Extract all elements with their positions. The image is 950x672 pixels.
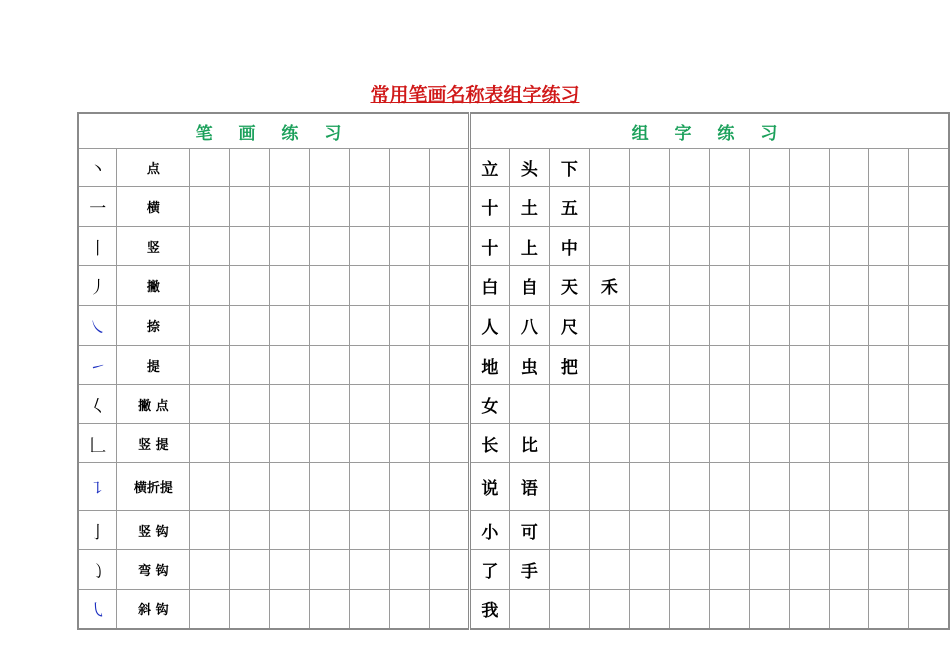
word-practice-cell[interactable] — [669, 306, 709, 346]
example-character[interactable]: 虫 — [509, 346, 549, 385]
word-practice-cell[interactable] — [629, 227, 669, 266]
practice-row — [78, 511, 949, 550]
word-practice-cell[interactable] — [629, 306, 669, 346]
stroke-practice-cell[interactable] — [350, 590, 390, 629]
stroke-practice-cell[interactable] — [230, 511, 270, 550]
word-practice-cell[interactable] — [589, 463, 629, 511]
word-practice-cell[interactable] — [549, 550, 589, 590]
stroke-practice-cell[interactable] — [390, 550, 430, 590]
word-practice-cell[interactable] — [589, 385, 629, 424]
stroke-practice-cell[interactable] — [430, 266, 470, 306]
word-practice-cell[interactable] — [909, 187, 949, 227]
word-practice-cell[interactable] — [909, 227, 949, 266]
stroke-practice-cell[interactable] — [230, 590, 270, 629]
word-practice-cell[interactable] — [749, 149, 789, 187]
word-practice-cell[interactable] — [909, 550, 949, 590]
stroke-name: 横折提 — [117, 463, 190, 511]
word-practice-cell[interactable] — [749, 187, 789, 227]
word-practice-cell[interactable] — [869, 463, 909, 511]
example-character[interactable]: 女 — [469, 385, 509, 424]
word-practice-cell[interactable] — [789, 266, 829, 306]
stroke-practice-cell[interactable] — [310, 149, 350, 187]
word-practice-cell[interactable] — [589, 306, 629, 346]
word-practice-cell[interactable] — [829, 266, 869, 306]
example-character[interactable]: 八 — [509, 306, 549, 346]
stroke-practice-cell[interactable] — [390, 424, 430, 463]
stroke-practice-cell[interactable] — [310, 511, 350, 550]
example-character[interactable]: 天 — [549, 266, 589, 306]
stroke-practice-cell[interactable] — [390, 463, 430, 511]
stroke-practice-cell[interactable] — [430, 511, 470, 550]
example-character[interactable]: 土 — [509, 187, 549, 227]
stroke-practice-cell[interactable] — [430, 227, 470, 266]
stroke-practice-cell[interactable] — [230, 227, 270, 266]
practice-row — [78, 149, 949, 187]
word-practice-cell[interactable] — [909, 424, 949, 463]
word-practice-cell[interactable] — [789, 385, 829, 424]
page-title: 常用笔画名称表组字练习 — [370, 84, 580, 106]
word-practice-cell[interactable] — [749, 511, 789, 550]
word-practice-cell[interactable] — [669, 187, 709, 227]
example-character[interactable]: 长 — [469, 424, 509, 463]
stroke-practice-cell[interactable] — [350, 227, 390, 266]
example-character[interactable]: 五 — [549, 187, 589, 227]
word-practice-cell[interactable] — [789, 187, 829, 227]
word-practice-cell[interactable] — [749, 306, 789, 346]
word-practice-cell[interactable] — [789, 306, 829, 346]
stroke-glyph: ㇊ — [78, 463, 117, 511]
example-character[interactable]: 语 — [509, 463, 549, 511]
word-practice-cell[interactable] — [669, 346, 709, 385]
practice-row — [78, 463, 949, 511]
word-practice-cell[interactable] — [749, 385, 789, 424]
stroke-practice-cell[interactable] — [310, 424, 350, 463]
word-practice-cell[interactable] — [869, 187, 909, 227]
word-practice-cell[interactable] — [629, 346, 669, 385]
stroke-practice-cell[interactable] — [190, 187, 230, 227]
word-practice-cell[interactable] — [589, 424, 629, 463]
word-practice-cell[interactable] — [629, 511, 669, 550]
word-practice-cell[interactable] — [629, 385, 669, 424]
word-practice-cell[interactable] — [589, 346, 629, 385]
stroke-practice-cell[interactable] — [190, 346, 230, 385]
word-practice-cell[interactable] — [509, 385, 549, 424]
word-practice-cell[interactable] — [589, 511, 629, 550]
stroke-name: 弯 钩 — [117, 550, 190, 590]
stroke-practice-cell[interactable] — [350, 346, 390, 385]
word-practice-cell[interactable] — [629, 590, 669, 629]
stroke-practice-cell[interactable] — [270, 385, 310, 424]
stroke-glyph: ㇀ — [78, 346, 117, 385]
stroke-practice-cell[interactable] — [190, 385, 230, 424]
example-character[interactable]: 我 — [469, 590, 509, 629]
word-practice-cell[interactable] — [669, 385, 709, 424]
example-character[interactable]: 禾 — [589, 266, 629, 306]
word-practice-cell[interactable] — [709, 149, 749, 187]
word-practice-cell[interactable] — [749, 227, 789, 266]
word-practice-cell[interactable] — [829, 463, 869, 511]
example-character[interactable]: 手 — [509, 550, 549, 590]
word-practice-cell[interactable] — [509, 590, 549, 629]
practice-row — [78, 187, 949, 227]
word-practice-cell[interactable] — [789, 550, 829, 590]
word-practice-cell[interactable] — [549, 511, 589, 550]
example-character[interactable]: 立 — [469, 149, 509, 187]
word-practice-cell[interactable] — [789, 346, 829, 385]
stroke-practice-cell[interactable] — [270, 227, 310, 266]
stroke-practice-cell[interactable] — [430, 590, 470, 629]
word-practice-cell[interactable] — [549, 590, 589, 629]
word-practice-cell[interactable] — [869, 346, 909, 385]
word-practice-cell[interactable] — [869, 149, 909, 187]
stroke-name: 捺 — [117, 306, 190, 346]
word-practice-cell[interactable] — [749, 424, 789, 463]
stroke-practice-cell[interactable] — [390, 511, 430, 550]
stroke-glyph: 一 — [78, 187, 117, 227]
stroke-glyph: ㇂ — [78, 590, 117, 629]
stroke-practice-cell[interactable] — [350, 266, 390, 306]
stroke-practice-cell[interactable] — [230, 346, 270, 385]
stroke-practice-cell[interactable] — [350, 306, 390, 346]
example-character[interactable]: 小 — [469, 511, 509, 550]
stroke-practice-cell[interactable] — [270, 149, 310, 187]
practice-row — [78, 550, 949, 590]
word-practice-cell[interactable] — [589, 187, 629, 227]
stroke-practice-cell[interactable] — [190, 266, 230, 306]
word-practice-cell[interactable] — [789, 227, 829, 266]
stroke-practice-cell[interactable] — [310, 346, 350, 385]
example-character[interactable]: 了 — [469, 550, 509, 590]
word-practice-cell[interactable] — [749, 550, 789, 590]
stroke-practice-cell[interactable] — [390, 149, 430, 187]
stroke-practice-cell[interactable] — [430, 385, 470, 424]
example-character[interactable]: 把 — [549, 346, 589, 385]
example-character[interactable]: 白 — [469, 266, 509, 306]
stroke-practice-cell[interactable] — [270, 306, 310, 346]
practice-row — [78, 385, 949, 424]
practice-table — [77, 112, 950, 630]
stroke-practice-cell[interactable] — [350, 149, 390, 187]
word-practice-cell[interactable] — [669, 227, 709, 266]
stroke-practice-cell[interactable] — [190, 227, 230, 266]
practice-row — [78, 306, 949, 346]
word-practice-cell[interactable] — [869, 385, 909, 424]
word-practice-cell[interactable] — [909, 266, 949, 306]
stroke-practice-cell[interactable] — [270, 266, 310, 306]
word-practice-cell[interactable] — [709, 266, 749, 306]
word-practice-cell[interactable] — [549, 385, 589, 424]
stroke-practice-cell[interactable] — [310, 227, 350, 266]
word-practice-cell[interactable] — [709, 590, 749, 629]
stroke-practice-cell[interactable] — [190, 511, 230, 550]
stroke-practice-cell[interactable] — [390, 187, 430, 227]
stroke-glyph: 𠃊 — [78, 424, 117, 463]
word-practice-cell[interactable] — [829, 149, 869, 187]
word-practice-header: 组 字 练 习 — [469, 113, 949, 149]
word-practice-cell[interactable] — [909, 346, 949, 385]
stroke-practice-cell[interactable] — [190, 306, 230, 346]
word-practice-cell[interactable] — [869, 550, 909, 590]
word-practice-cell[interactable] — [789, 463, 829, 511]
stroke-practice-cell[interactable] — [310, 385, 350, 424]
stroke-glyph: 丨 — [78, 227, 117, 266]
word-practice-cell[interactable] — [749, 590, 789, 629]
word-practice-cell[interactable] — [829, 346, 869, 385]
stroke-practice-cell[interactable] — [230, 424, 270, 463]
stroke-practice-cell[interactable] — [430, 424, 470, 463]
word-practice-cell[interactable] — [789, 424, 829, 463]
word-practice-cell[interactable] — [669, 550, 709, 590]
example-character[interactable]: 比 — [509, 424, 549, 463]
word-practice-cell[interactable] — [629, 266, 669, 306]
word-practice-cell[interactable] — [829, 187, 869, 227]
stroke-practice-cell[interactable] — [430, 346, 470, 385]
practice-row — [78, 227, 949, 266]
stroke-glyph: 丶 — [78, 149, 117, 187]
practice-row — [78, 590, 949, 629]
word-practice-cell[interactable] — [709, 424, 749, 463]
stroke-practice-cell[interactable] — [270, 550, 310, 590]
stroke-practice-cell[interactable] — [230, 187, 270, 227]
stroke-practice-cell[interactable] — [390, 385, 430, 424]
stroke-glyph: 亅 — [78, 511, 117, 550]
example-character[interactable]: 说 — [469, 463, 509, 511]
example-character[interactable]: 下 — [549, 149, 589, 187]
word-practice-cell[interactable] — [669, 511, 709, 550]
stroke-practice-cell[interactable] — [190, 424, 230, 463]
stroke-glyph: ㇏ — [78, 306, 117, 346]
example-character[interactable]: 十 — [469, 187, 509, 227]
stroke-practice-cell[interactable] — [390, 266, 430, 306]
stroke-name: 横 — [117, 187, 190, 227]
stroke-practice-cell[interactable] — [390, 227, 430, 266]
word-practice-cell[interactable] — [869, 424, 909, 463]
stroke-practice-cell[interactable] — [310, 266, 350, 306]
word-practice-cell[interactable] — [829, 227, 869, 266]
stroke-practice-cell[interactable] — [190, 463, 230, 511]
word-practice-cell[interactable] — [829, 511, 869, 550]
stroke-practice-cell[interactable] — [310, 463, 350, 511]
stroke-practice-cell[interactable] — [430, 550, 470, 590]
word-practice-cell[interactable] — [709, 550, 749, 590]
practice-row — [78, 424, 949, 463]
word-practice-cell[interactable] — [789, 511, 829, 550]
example-character[interactable]: 十 — [469, 227, 509, 266]
stroke-practice-cell[interactable] — [190, 149, 230, 187]
word-practice-cell[interactable] — [909, 385, 949, 424]
word-practice-cell[interactable] — [789, 590, 829, 629]
stroke-practice-cell[interactable] — [270, 424, 310, 463]
word-practice-cell[interactable] — [549, 424, 589, 463]
word-practice-cell[interactable] — [669, 463, 709, 511]
word-practice-cell[interactable] — [589, 590, 629, 629]
stroke-practice-cell[interactable] — [230, 306, 270, 346]
stroke-practice-cell[interactable] — [390, 346, 430, 385]
example-character[interactable]: 可 — [509, 511, 549, 550]
practice-row — [78, 346, 949, 385]
word-practice-cell[interactable] — [829, 424, 869, 463]
word-practice-cell[interactable] — [709, 187, 749, 227]
word-practice-cell[interactable] — [909, 463, 949, 511]
word-practice-cell[interactable] — [869, 306, 909, 346]
stroke-glyph: 丿 — [78, 266, 117, 306]
stroke-practice-cell[interactable] — [350, 463, 390, 511]
word-practice-cell[interactable] — [709, 385, 749, 424]
word-practice-cell[interactable] — [829, 385, 869, 424]
header-row — [78, 113, 949, 149]
example-character[interactable]: 自 — [509, 266, 549, 306]
word-practice-cell[interactable] — [669, 590, 709, 629]
stroke-practice-cell[interactable] — [270, 346, 310, 385]
stroke-practice-cell[interactable] — [350, 511, 390, 550]
word-practice-cell[interactable] — [909, 149, 949, 187]
stroke-practice-cell[interactable] — [350, 385, 390, 424]
example-character[interactable]: 头 — [509, 149, 549, 187]
word-practice-cell[interactable] — [749, 346, 789, 385]
stroke-practice-cell[interactable] — [350, 187, 390, 227]
stroke-glyph: 𡿨 — [78, 385, 117, 424]
word-practice-cell[interactable] — [589, 550, 629, 590]
word-practice-cell[interactable] — [829, 590, 869, 629]
stroke-name: 点 — [117, 149, 190, 187]
word-practice-cell[interactable] — [709, 346, 749, 385]
word-practice-cell[interactable] — [629, 149, 669, 187]
stroke-practice-cell[interactable] — [270, 187, 310, 227]
word-practice-cell[interactable] — [549, 463, 589, 511]
word-practice-cell[interactable] — [629, 463, 669, 511]
stroke-practice-cell[interactable] — [230, 149, 270, 187]
word-practice-cell[interactable] — [629, 187, 669, 227]
stroke-practice-cell[interactable] — [430, 463, 470, 511]
word-practice-cell[interactable] — [749, 266, 789, 306]
stroke-practice-header: 笔 画 练 习 — [78, 113, 469, 149]
example-character[interactable]: 人 — [469, 306, 509, 346]
word-practice-cell[interactable] — [669, 424, 709, 463]
stroke-practice-cell[interactable] — [430, 306, 470, 346]
word-practice-cell[interactable] — [869, 590, 909, 629]
word-practice-cell[interactable] — [669, 149, 709, 187]
stroke-glyph: ㇁ — [78, 550, 117, 590]
word-practice-cell[interactable] — [709, 306, 749, 346]
stroke-name: 竖 — [117, 227, 190, 266]
stroke-practice-cell[interactable] — [390, 306, 430, 346]
stroke-practice-cell[interactable] — [230, 463, 270, 511]
stroke-practice-cell[interactable] — [430, 149, 470, 187]
word-practice-cell[interactable] — [909, 590, 949, 629]
example-character[interactable]: 上 — [509, 227, 549, 266]
word-practice-cell[interactable] — [629, 424, 669, 463]
stroke-practice-cell[interactable] — [270, 463, 310, 511]
stroke-name: 竖 提 — [117, 424, 190, 463]
word-practice-cell[interactable] — [749, 463, 789, 511]
word-practice-cell[interactable] — [669, 266, 709, 306]
stroke-name: 斜 钩 — [117, 590, 190, 629]
example-character[interactable]: 地 — [469, 346, 509, 385]
stroke-practice-cell[interactable] — [190, 590, 230, 629]
stroke-practice-cell[interactable] — [310, 590, 350, 629]
word-practice-cell[interactable] — [909, 306, 949, 346]
stroke-practice-cell[interactable] — [350, 550, 390, 590]
stroke-practice-cell[interactable] — [310, 550, 350, 590]
practice-row — [78, 266, 949, 306]
word-practice-cell[interactable] — [789, 149, 829, 187]
stroke-practice-cell[interactable] — [270, 511, 310, 550]
stroke-practice-cell[interactable] — [230, 550, 270, 590]
stroke-practice-cell[interactable] — [350, 424, 390, 463]
word-practice-cell[interactable] — [829, 550, 869, 590]
word-practice-cell[interactable] — [869, 266, 909, 306]
example-character[interactable]: 中 — [549, 227, 589, 266]
word-practice-cell[interactable] — [869, 511, 909, 550]
word-practice-cell[interactable] — [709, 463, 749, 511]
stroke-name: 撇 点 — [117, 385, 190, 424]
stroke-practice-cell[interactable] — [190, 550, 230, 590]
word-practice-cell[interactable] — [589, 227, 629, 266]
word-practice-cell[interactable] — [909, 511, 949, 550]
stroke-practice-cell[interactable] — [310, 306, 350, 346]
word-practice-cell[interactable] — [829, 306, 869, 346]
word-practice-cell[interactable] — [629, 550, 669, 590]
stroke-name: 提 — [117, 346, 190, 385]
stroke-name: 撇 — [117, 266, 190, 306]
stroke-practice-cell[interactable] — [230, 266, 270, 306]
word-practice-cell[interactable] — [709, 227, 749, 266]
stroke-name: 竖 钩 — [117, 511, 190, 550]
stroke-practice-cell[interactable] — [310, 187, 350, 227]
stroke-practice-cell[interactable] — [270, 590, 310, 629]
word-practice-cell[interactable] — [709, 511, 749, 550]
example-character[interactable]: 尺 — [549, 306, 589, 346]
stroke-practice-cell[interactable] — [430, 187, 470, 227]
word-practice-cell[interactable] — [869, 227, 909, 266]
stroke-practice-cell[interactable] — [390, 590, 430, 629]
stroke-practice-cell[interactable] — [230, 385, 270, 424]
word-practice-cell[interactable] — [589, 149, 629, 187]
